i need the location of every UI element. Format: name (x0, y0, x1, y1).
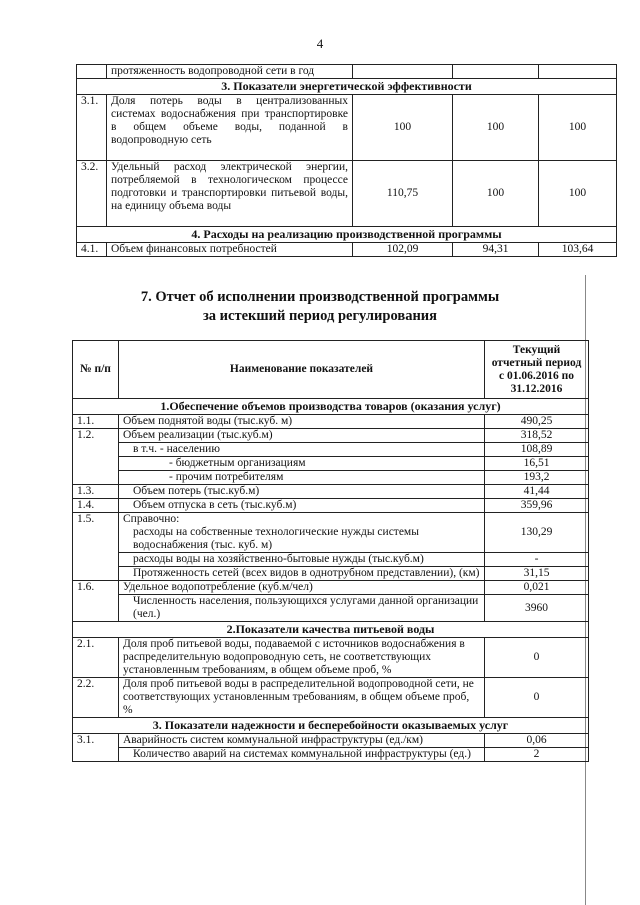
row-number: 3.2. (77, 161, 107, 227)
table-row (73, 499, 589, 513)
table-row (73, 595, 589, 622)
row-value: 100 (453, 161, 539, 227)
row-value: 3960 (485, 595, 589, 622)
row-value: 359,96 (485, 499, 589, 513)
table-row (73, 457, 589, 471)
row-label: - бюджетным организациям (119, 457, 485, 471)
row-value: 103,64 (539, 243, 617, 257)
header-num: № п/п (73, 341, 119, 399)
heading-line: за истекший период регулирования (202, 308, 438, 324)
section-row (73, 718, 589, 734)
row-label: Объем отпуска в сеть (тыс.куб.м) (119, 499, 485, 513)
section-row (77, 227, 617, 243)
table-row (73, 734, 589, 748)
row-label: расходы воды на хозяйственно-бытовые нужды (тыс.куб.м) (119, 553, 485, 567)
table-row (73, 429, 589, 443)
section-row (73, 622, 589, 638)
table-row (73, 567, 589, 581)
section-title: 3. Показатели энергетической эффективности (77, 79, 617, 95)
row-number: 1.1. (73, 415, 119, 429)
note-text: расходы на собственные технологические нужды системы водоснабжения (тыс. куб. м) (133, 526, 419, 551)
row-value: 94,31 (453, 243, 539, 257)
row-number: 1.5. (73, 513, 119, 581)
row-value: 0 (485, 678, 589, 718)
row-number: 2.1. (73, 638, 119, 678)
row-value: 16,51 (485, 457, 589, 471)
row-label: Доля потерь воды в централизованных системах водоснабжения при транспортировке в общем объеме воды, поданной в водопроводную сеть (107, 95, 353, 161)
section-title: 2.Показатели качества питьевой воды (73, 622, 589, 638)
row-value: 41,44 (485, 485, 589, 499)
row-value: 0,021 (485, 581, 589, 595)
row-value: 130,29 (485, 513, 589, 553)
row-value: 193,2 (485, 471, 589, 485)
row-value: 31,15 (485, 567, 589, 581)
row-value: 0 (485, 638, 589, 678)
row-label: - прочим потребителям (119, 471, 485, 485)
report-table (72, 340, 589, 762)
row-label: Объем финансовых потребностей (107, 243, 353, 257)
row-value: - (485, 553, 589, 567)
section-row (77, 79, 617, 95)
header-name: Наименование показателей (119, 341, 485, 399)
row-value: 2 (485, 748, 589, 762)
section-heading (0, 288, 640, 326)
row-label: в т.ч. - населению (119, 443, 485, 457)
row-value: 102,09 (353, 243, 453, 257)
note-title: Справочно: (123, 513, 180, 525)
row-value: 100 (353, 95, 453, 161)
table-row (77, 65, 617, 79)
row-value: 100 (539, 95, 617, 161)
row-value: 108,89 (485, 443, 589, 457)
table-row (77, 161, 617, 227)
table-row (77, 95, 617, 161)
table-row (73, 638, 589, 678)
table-row (73, 485, 589, 499)
heading-line: 7. Отчет об исполнении производственной программы (140, 289, 500, 305)
row-value: 100 (539, 161, 617, 227)
row-label: Удельный расход электрической энергии, потребляемой в технологическом процессе подготовки и транспортировки питьевой воды, на единицу объема воды (107, 161, 353, 227)
table-row (77, 243, 617, 257)
row-label: протяженность водопроводной сети в год (107, 65, 353, 79)
row-number: 2.2. (73, 678, 119, 718)
page-number: 4 (316, 36, 324, 51)
row-label: Удельное водопотребление (куб.м/чел) (119, 581, 485, 595)
section-title: 4. Расходы на реализацию производственной программы (77, 227, 617, 243)
row-label: Объем реализации (тыс.куб.м) (119, 429, 485, 443)
table-row (73, 443, 589, 457)
header-row (73, 341, 589, 399)
row-number: 3.1. (73, 734, 119, 762)
row-number: 1.4. (73, 499, 119, 513)
table-row (73, 581, 589, 595)
row-number: 1.6. (73, 581, 119, 622)
header-period: Текущий отчетный период с 01.06.2016 по 31.12.2016 (485, 341, 589, 399)
row-number: 3.1. (77, 95, 107, 161)
row-value: 490,25 (485, 415, 589, 429)
row-label: Аварийность систем коммунальной инфраструктуры (ед./км) (119, 734, 485, 748)
table-row (73, 678, 589, 718)
row-label: Объем потерь (тыс.куб.м) (119, 485, 485, 499)
row-label: Доля проб питьевой воды в распределительной водопроводной сети, не соответствующих установленным требованиям, в общем объеме проб, % (119, 678, 485, 718)
row-number: 1.2. (73, 429, 119, 485)
row-number: 1.3. (73, 485, 119, 499)
row-label: Количество аварий на системах коммунальной инфраструктуры (ед.) (119, 748, 485, 762)
row-value: 110,75 (353, 161, 453, 227)
table-row (73, 471, 589, 485)
row-value: 0,06 (485, 734, 589, 748)
section-title: 3. Показатели надежности и бесперебойности оказываемых услуг (73, 718, 589, 734)
energy-table (76, 64, 617, 257)
row-number: 4.1. (77, 243, 107, 257)
table-row (73, 748, 589, 762)
row-label: Доля проб питьевой воды, подаваемой с источников водоснабжения в распределительную водопроводную сеть, не соответствующих установленным требованиям, в общем объеме проб, % (119, 638, 485, 678)
row-value: 100 (453, 95, 539, 161)
row-value: 318,52 (485, 429, 589, 443)
section-title: 1.Обеспечение объемов производства товаров (оказания услуг) (73, 399, 589, 415)
table-row (73, 415, 589, 429)
row-label (119, 513, 485, 553)
section-row (73, 399, 589, 415)
table-row (73, 513, 589, 553)
table-row (73, 553, 589, 567)
row-label: Протяженность сетей (всех видов в однотрубном представлении), (км) (119, 567, 485, 581)
row-label: Численность населения, пользующихся услугами данной организации (чел.) (119, 595, 485, 622)
row-label: Объем поднятой воды (тыс.куб. м) (119, 415, 485, 429)
